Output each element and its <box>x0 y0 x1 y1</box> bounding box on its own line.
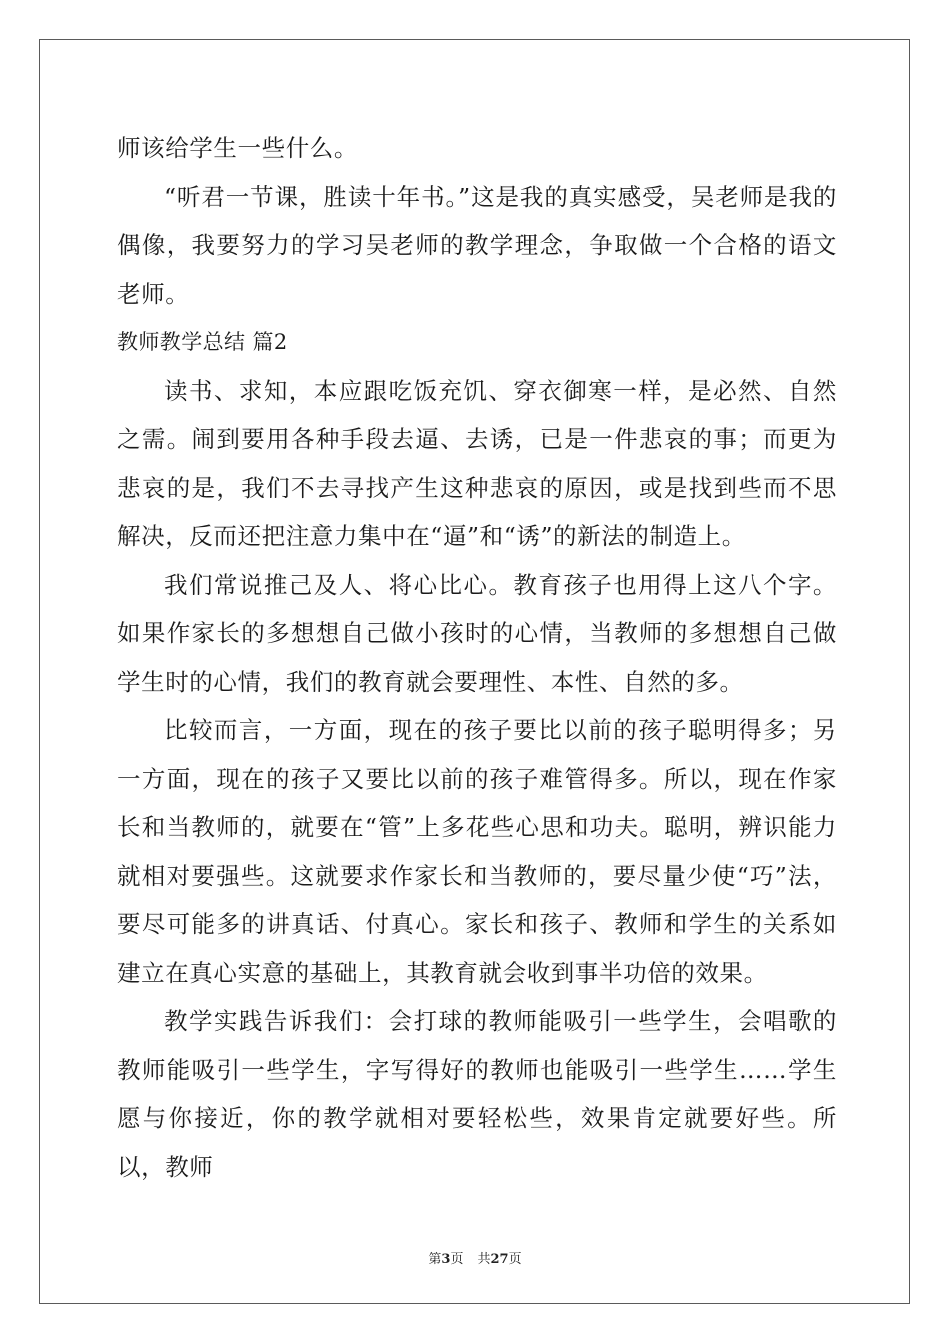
paragraph-empathy: 我们常说推己及人、将心比心。教育孩子也用得上这八个字。如果作家长的多想想自己做小孩时的心情，当教师的多想想自己做学生时的心情，我们的教育就会要理性、本性、自然的多。 <box>117 570 837 696</box>
total-suffix: 页 <box>508 1252 522 1267</box>
current-page-number: 3 <box>441 1252 451 1267</box>
paragraph-continuation: 师该给学生一些什么。 <box>117 134 358 162</box>
section-heading: 教师教学总结 篇2 <box>117 330 288 354</box>
page-footer <box>0 1248 950 1267</box>
paragraph-reading: 读书、求知，本应跟吃饭充饥、穿衣御寒一样，是必然、自然之需。闹到要用各种手段去逼、去诱，已是一件悲哀的事；而更为悲哀的是，我们不去寻找产生这种悲哀的原因，或是找到些而不思解决，反而还把注意力集中在“逼”和“诱”的新法的制造上。 <box>117 376 837 550</box>
total-page-count: 27 <box>490 1252 509 1267</box>
paragraph-comparison: 比较而言，一方面，现在的孩子要比以前的孩子聪明得多；另一方面，现在的孩子又要比以前的孩子难管得多。所以，现在作家长和当教师的，就要在“管”上多花些心思和功夫。聪明，辨识能力就相对要强些。这就要求作家长和当教师的，要尽量少使“巧”法，要尽可能多的讲真话、付真心。家长和孩子、教师和学生的关系如建立在真心实意的基础上，其教育就会收到事半功倍的效果。 <box>117 716 837 987</box>
page-suffix: 页 <box>450 1252 464 1267</box>
document-body <box>117 124 837 1191</box>
paragraph-practice: 教学实践告诉我们：会打球的教师能吸引一些学生，会唱歌的教师能吸引一些学生，字写得好的教师也能吸引一些学生……学生愿与你接近，你的教学就相对要轻松些，效果肯定就要好些。所以，教师 <box>117 1007 837 1181</box>
total-prefix: 共 <box>477 1252 491 1267</box>
page-prefix: 第 <box>428 1252 442 1267</box>
paragraph-quote: “听君一节课，胜读十年书。”这是我的真实感受，吴老师是我的偶像，我要努力的学习吴老师的教学理念，争取做一个合格的语文老师。 <box>117 182 837 308</box>
